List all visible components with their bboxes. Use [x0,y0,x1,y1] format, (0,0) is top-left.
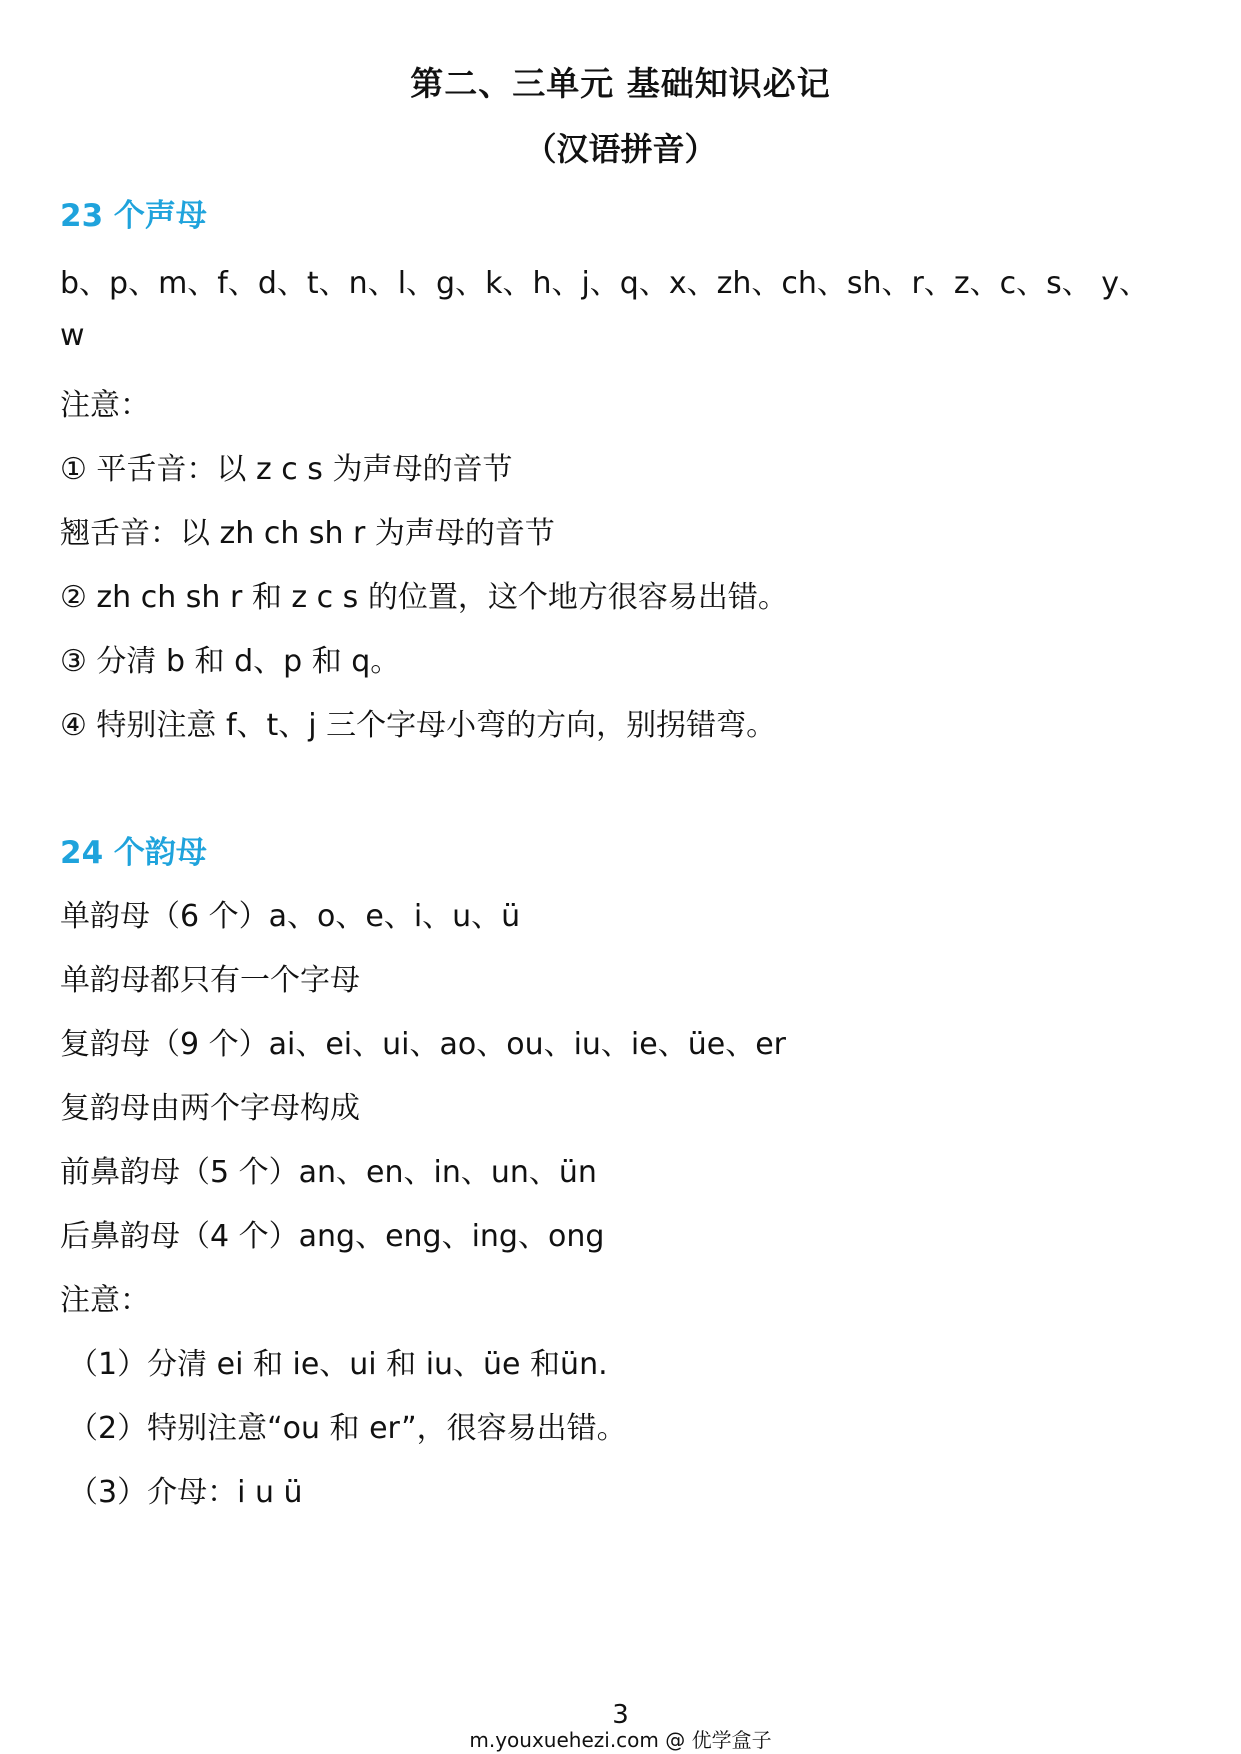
finals-line-5: 前鼻韵母（5 个）an、en、in、un、ün [60,1155,597,1190]
section-heading-initials: 23 个声母 [60,198,207,234]
initials-list-line-1: b、p、m、f、d、t、n、l、g、k、h、j、q、x、zh、ch、sh、r、z、c、s、 y、 [60,266,1149,301]
initials-note-label: 注意： [60,388,150,423]
page-subtitle: （汉语拼音） [524,130,717,168]
finals-note-label: 注意： [60,1283,150,1318]
initials-list-line-2: w [60,318,85,353]
initials-note-4: ③ 分清 b 和 d、p 和 q。 [60,644,401,679]
site-watermark: m.youxuehezi.com @ 优学盒子 [469,1728,772,1752]
initials-note-1: ① 平舌音：以 z c s 为声母的音节 [60,452,513,487]
page-number: 3 [612,1700,629,1730]
finals-note-1: （1）分清 ei 和 ie、ui 和 iu、üe 和ün. [68,1347,608,1382]
finals-line-2: 单韵母都只有一个字母 [60,963,360,998]
section-heading-finals: 24 个韵母 [60,835,207,871]
initials-note-3: ② zh ch sh r 和 z c s 的位置，这个地方很容易出错。 [60,580,788,615]
page-title: 第二、三单元 基础知识必记 [410,64,831,103]
finals-note-3: （3）介母：i u ü [68,1475,303,1510]
finals-line-3: 复韵母（9 个）ai、ei、ui、ao、ou、iu、ie、üe、er [60,1027,786,1062]
finals-line-6: 后鼻韵母（4 个）ang、eng、ing、ong [60,1219,605,1254]
initials-note-5: ④ 特别注意 f、t、j 三个字母小弯的方向，别拐错弯。 [60,708,777,743]
finals-line-1: 单韵母（6 个）a、o、e、i、u、ü [60,899,521,934]
finals-line-4: 复韵母由两个字母构成 [60,1091,360,1126]
initials-note-2: 翘舌音：以 zh ch sh r 为声母的音节 [60,516,555,551]
finals-note-2: （2）特别注意“ou 和 er”，很容易出错。 [68,1411,627,1446]
